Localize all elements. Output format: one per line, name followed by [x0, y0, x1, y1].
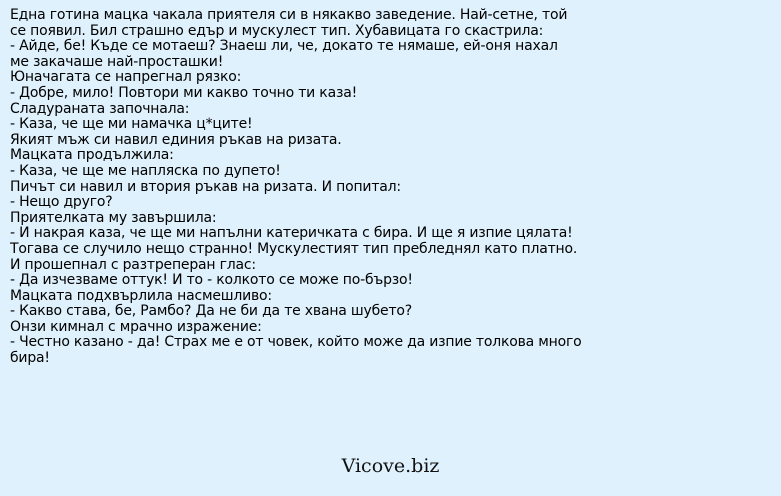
joke-line: Сладураната започнала:: [10, 100, 190, 117]
joke-line: бира!: [10, 350, 50, 367]
joke-text: [10, 8, 770, 367]
joke-line: Мацката подхвърлила насмешливо:: [10, 287, 272, 304]
joke-line: Юначагата се напрегнал рязко:: [10, 69, 242, 86]
joke-line: Пичът си навил и втория ръкав на ризата. И попитал:: [10, 178, 401, 195]
joke-line: Онзи кимнал с мрачно изражение:: [10, 318, 262, 335]
joke-line: - И накрая каза, че ще ми напълни катеричката с бира. И ще я изпие цялата!: [10, 225, 573, 242]
joke-line: - Каза, че ще ме напляска по дупето!: [10, 162, 281, 179]
joke-line: Мацката продължила:: [10, 147, 174, 164]
joke-line: Тогава се случило нещо странно! Мускулестият тип пребледнял като платно.: [10, 240, 578, 257]
joke-line: - Каза, че ще ми намачка ц*ците!: [10, 116, 253, 133]
joke-line: Якият мъж си навил единия ръкав на ризата.: [10, 131, 342, 148]
joke-line: - Добре, мило! Повтори ми какво точно ти каза!: [10, 84, 357, 101]
joke-line: - Нещо друго?: [10, 194, 113, 211]
joke-line: И прошепнал с разтреперан глас:: [10, 256, 256, 273]
joke-line: се появил. Бил страшно едър и мускулест тип. Хубавицата го скастрила:: [10, 22, 544, 39]
joke-line: Една готина мацка чакала приятеля си в някакво заведение. Най-сетне, той: [10, 7, 568, 23]
joke-line: Приятелката му завършила:: [10, 209, 217, 226]
site-name: Vicove.biz: [341, 455, 440, 477]
joke-line: - Да изчезваме оттук! И то - колкото се може по-бързо!: [10, 272, 413, 289]
joke-line: - Какво става, бе, Рамбо? Да не би да те хвана шубето?: [10, 303, 413, 320]
joke-line: - Айде, бе! Къде се мотаеш? Знаеш ли, че, докато те нямаше, ей-оня нахал: [10, 38, 558, 55]
joke-line: ме закачаше най-просташки!: [10, 53, 224, 70]
joke-line: - Честно казано - да! Страх ме е от човек, който може да изпие толкова много: [10, 334, 582, 351]
